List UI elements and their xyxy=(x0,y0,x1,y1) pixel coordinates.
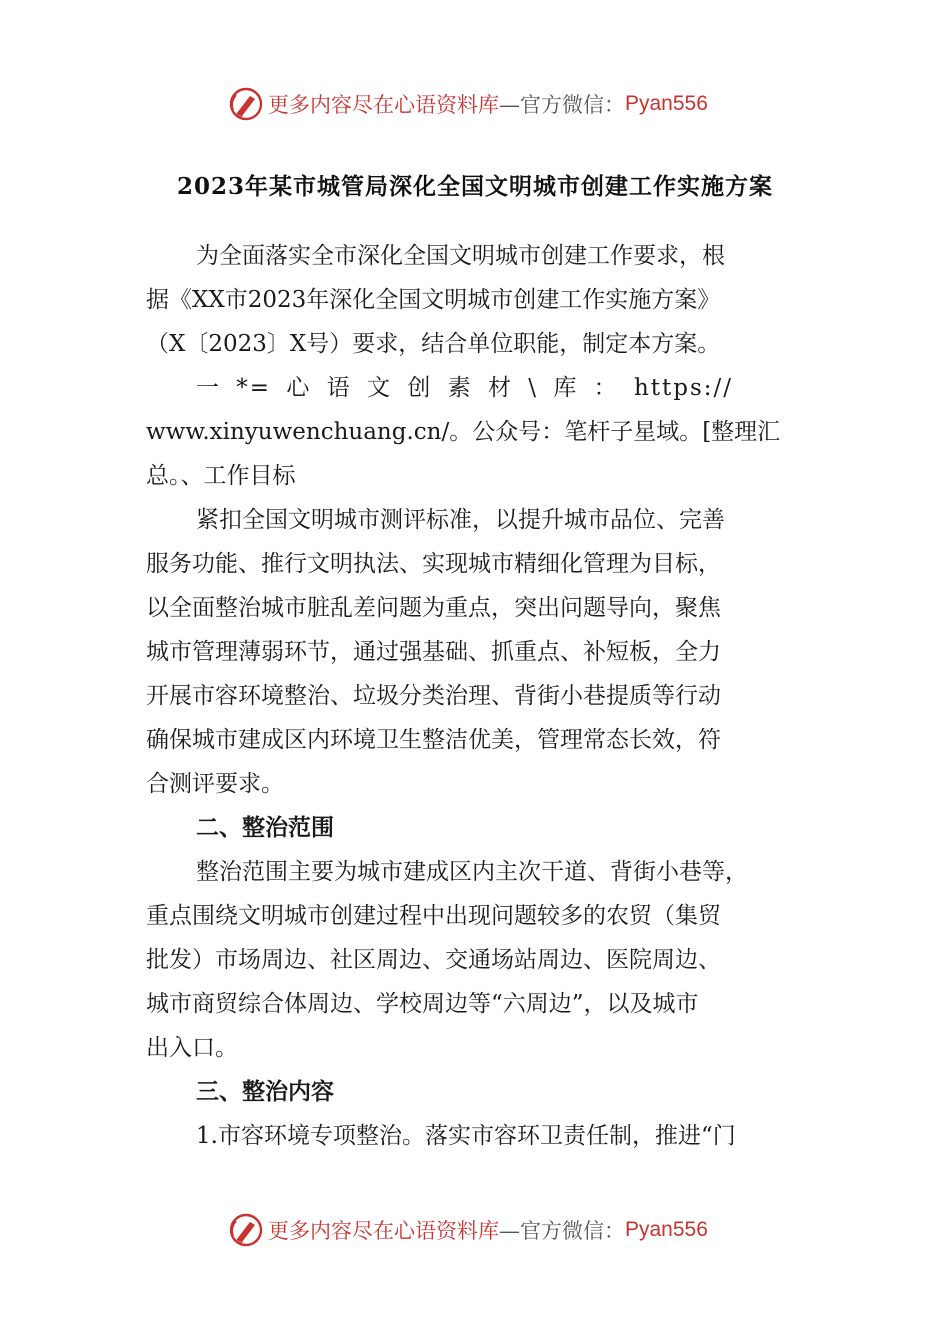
pen-nib-icon xyxy=(228,86,264,122)
body-line: 开展市容环境整治、垃圾分类治理、背街小巷提质等行动 xyxy=(146,683,721,709)
body-line: 确保城市建成区内环境卫生整洁优美，管理常态长效，符 xyxy=(146,727,721,753)
pen-nib-icon xyxy=(228,1212,264,1248)
banner-wechat-label: —官方微信： xyxy=(499,93,625,117)
section-heading-scope: 二、整治范围 xyxy=(196,814,334,841)
section-heading-work-goal: 总。、工作目标 xyxy=(146,463,296,489)
body-line: 为全面落实全市深化全国文明城市创建工作要求，根 xyxy=(196,243,725,269)
body-line: 1.市容环境专项整治。落实市容环卫责任制，推进“门 xyxy=(196,1123,736,1149)
banner-wechat-id: Pyan556 xyxy=(625,92,708,115)
body-line: 据《XX市2023年深化全国文明城市创建工作实施方案》 xyxy=(146,287,721,313)
body-line: （X〔2023〕X号）要求，结合单位职能，制定本方案。 xyxy=(146,331,721,357)
body-line: 以全面整治城市脏乱差问题为重点，突出问题导向，聚焦 xyxy=(146,595,721,621)
document-title: 2023年某市城管局深化全国文明城市创建工作实施方案 xyxy=(176,173,773,200)
body-line: 服务功能、推行文明执法、实现城市精细化管理为目标， xyxy=(146,551,721,577)
watermark-line: 一 *= 心 语 文 创 素 材 \ 库 ： https:// xyxy=(196,375,734,401)
body-line: 重点围绕文明城市创建过程中出现问题较多的农贸（集贸 xyxy=(146,903,721,929)
banner-wechat-id: Pyan556 xyxy=(625,1218,708,1241)
body-line: 紧扣全国文明城市测评标准，以提升城市品位、完善 xyxy=(196,507,725,533)
body-line: 合测评要求。 xyxy=(146,771,284,797)
footer-banner xyxy=(228,1210,708,1250)
body-line: 批发）市场周边、社区周边、交通场站周边、医院周边、 xyxy=(146,947,721,973)
header-banner xyxy=(228,84,708,124)
section-heading-content: 三、整治内容 xyxy=(196,1078,334,1105)
banner-text: 更多内容尽在心语资料库 xyxy=(268,1219,499,1243)
body-line: 整治范围主要为城市建成区内主次干道、背街小巷等， xyxy=(196,859,748,885)
body-line: 城市商贸综合体周边、学校周边等“六周边”，以及城市 xyxy=(146,991,699,1017)
banner-text: 更多内容尽在心语资料库 xyxy=(268,93,499,117)
banner-wechat-label: —官方微信： xyxy=(499,1219,625,1243)
body-line: 出入口。 xyxy=(146,1035,238,1061)
body-line: 城市管理薄弱环节，通过强基础、抓重点、补短板，全力 xyxy=(146,639,721,665)
watermark-line: www.xinyuwenchuang.cn/。公众号：笔杆子星域。[整理汇 xyxy=(146,419,781,445)
